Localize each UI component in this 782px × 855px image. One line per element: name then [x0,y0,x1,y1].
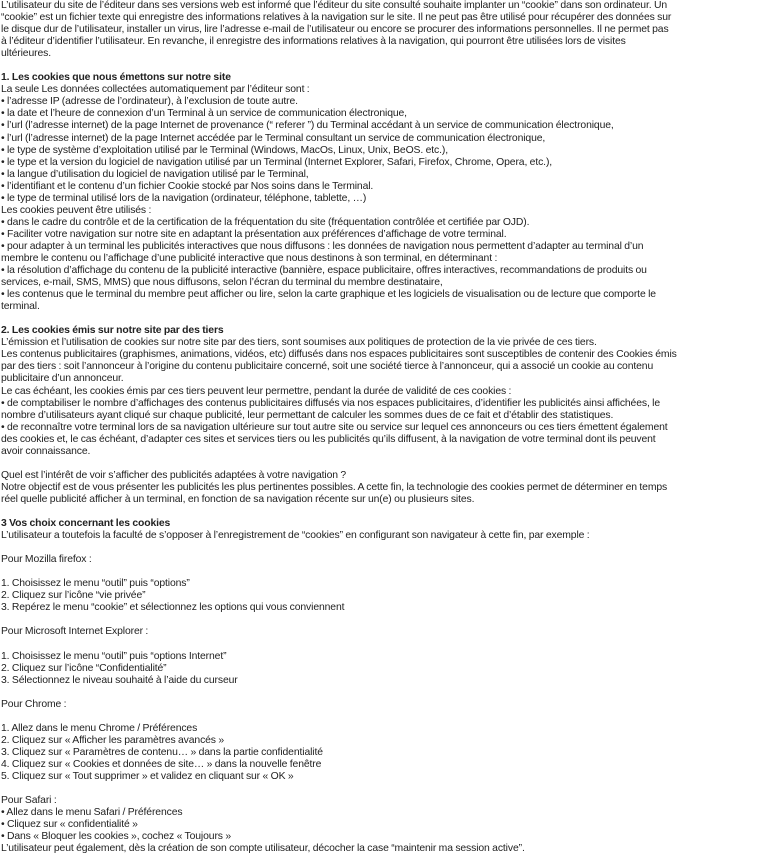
chrome-step: 4. Cliquez sur « Cookies et données de site… » dans la nouvelle fenêtre [1,758,322,770]
safari-step: • Cliquez sur « confidentialité » [1,819,138,831]
intro-paragraph [1,0,780,60]
spacer [1,542,780,554]
chrome-step: 1. Allez dans le menu Chrome / Préférences [1,722,198,734]
section-1-line: • les contenus que le terminal du membre peut afficher ou lire, selon la carte graphique et les logiciels de visualisation ou de lecture que comporte le [1,289,656,301]
intro-line: ultérieures. [1,48,51,60]
intro-line: “cookie” est un fichier texte qui enregistre des informations relatives à la navigation sur le site. Il ne peut pas être utilisé pour récupérer des données sur [1,12,672,24]
section-1-line: • le type de terminal utilisé lors de la navigation (ordinateur, téléphone, tablette, …) [1,192,367,204]
spacer [1,506,780,518]
section-1-line: services, e-mail, SMS, MMS) que nous diffusons, selon l’écran du terminal du membre destinataire, [1,277,443,289]
spacer [1,711,780,723]
chrome-instructions [1,699,780,783]
intro-line: le disque dur de l’utilisateur, installer un virus, lire l’adresse e-mail de l’utilisateur ou encore se procurer des informations personnelles. Il ne permet pas [1,24,669,36]
firefox-instructions [1,554,780,614]
section-2-line: publicitaire d’un annonceur. [1,373,124,385]
spacer [1,60,780,72]
safari-label: Pour Safari : [1,795,57,807]
firefox-label: Pour Mozilla firefox : [1,554,92,566]
section-2-line: avoir connaissance. [1,445,91,457]
section-1-line: La seule Les données collectées automatiquement par l’éditeur sont : [1,84,310,96]
safari-instructions [1,795,780,843]
section-1-line: • Faciliter votre navigation sur notre site en adaptant la présentation aux préférences d’affichage de votre terminal. [1,228,507,240]
section-2 [1,325,780,458]
section-1-line: • pour adapter à un terminal les publicités interactives que nous diffusons : les données de navigation nous permettent d’adapter au terminal d’un [1,240,644,252]
section-3-intro: L’utilisateur a toutefois la faculté de s’opposer à l’enregistrement de “cookies” en configurant son navigateur à cette fin, par exemple : [1,530,590,542]
section-1 [1,72,780,313]
closing-note: L’utilisateur peut également, dès la création de son compte utilisateur, décocher la case “maintenir ma session active”. [1,843,525,855]
section-1-heading: 1. Les cookies que nous émettons sur notre site [1,72,231,84]
intro-line: à l’éditeur d’identifier l’utilisateur. En revanche, il enregistre des informations relatives à la navigation, qui pourront être utilisées lors de visites [1,36,626,48]
section-2-line: Les contenus publicitaires (graphismes, animations, vidéos, etc) diffusés dans nos espaces publicitaires sont susceptibles de contenir des Cookies émis [1,349,677,361]
section-3-heading: 3 Vos choix concernant les cookies [1,518,171,530]
spacer [1,458,780,470]
chrome-step: 5. Cliquez sur « Tout supprimer » et validez en cliquant sur « OK » [1,771,294,782]
section-2-line: nombre d’utilisateurs ayant cliqué sur chaque publicité, leur permettant de calculer les sommes dues de ce fait et d’établir des statistiques. [1,409,614,421]
section-2-heading: 2. Les cookies émis sur notre site par des tiers [1,325,224,337]
ie-instructions [1,626,780,686]
section-1-line: • le type de système d’exploitation utilisé par le Terminal (Windows, MacOs, Linux, Unix, BeOS. etc.), [1,144,448,156]
interest-line: Notre objectif est de vous présenter les publicités les plus pertinentes possibles. A cette fin, la technologie des cookies permet de déterminer en temps [1,481,668,493]
section-2-line: • de comptabiliser le nombre d’affichages des contenus publicitaires diffusés via nos espaces publicitaires, d’identifier les publicités ainsi affichées, le [1,397,661,409]
section-1-line: • l’adresse IP (adresse de l’ordinateur), à l’exclusion de toute autre. [1,96,298,108]
section-1-line: Les cookies peuvent être utilisés : [1,204,152,216]
firefox-step: 3. Repérez le menu “cookie” et sélectionnez les options qui vous conviennent [1,602,345,614]
section-2-line: par des tiers : soit l’annonceur à l’origine du contenu publicitaire concerné, soit une société tierce à l’annonceur, qui a associé un cookie au contenu [1,361,654,373]
intro-line: L’utilisateur du site de l’éditeur dans ses versions web est informé que l’éditeur du site consulté souhaite implanter un “cookie” dans son ordinateur. Un [1,0,667,11]
section-2-line: • de reconnaître votre terminal lors de sa navigation ultérieure sur tout autre site ou service sur lequel ces annonceurs ou ces tiers émettent également [1,421,668,433]
section-1-line: membre le contenu ou l’affichage d’une publicité interactive que nous destinons à son terminal, en déterminant : [1,252,498,264]
firefox-step: 2. Cliquez sur l’icône “vie privée” [1,590,146,602]
interest-section [1,470,780,506]
section-1-line: • dans le cadre du contrôle et de la certification de la fréquentation du site (fréquentation contrôlée et certifiée par OJD). [1,216,530,228]
chrome-step: 2. Cliquez sur « Afficher les paramètres avancés » [1,734,225,746]
chrome-label: Pour Chrome : [1,698,67,710]
section-1-line: • la date et l’heure de connexion d’un Terminal à un service de communication électronique, [1,108,407,120]
section-2-line: L’émission et l’utilisation de cookies sur notre site par des tiers, sont soumises aux politiques de protection de la vie privée de ces tiers. [1,337,597,349]
section-3 [1,518,780,855]
interest-question: Quel est l’intérêt de voir s’afficher des publicités adaptées à votre navigation ? [1,469,347,481]
spacer [1,687,780,699]
section-1-line: • l’url (l’adresse internet) de la page Internet de provenance (“ referer ”) du Terminal accédant à un service de communication électronique, [1,120,614,132]
section-1-line: • le type et la version du logiciel de navigation utilisé par un Terminal (Internet Explorer, Safari, Firefox, Chrome, Opera, etc.), [1,156,553,168]
section-1-line: • l’identifiant et le contenu d’un fichier Cookie stocké par Nos soins dans le Terminal. [1,180,374,192]
spacer [1,638,780,650]
ie-step: 2. Cliquez sur l’icône “Confidentialité” [1,662,167,674]
safari-step: • Dans « Bloquer les cookies », cochez « Toujours » [1,831,231,843]
ie-label: Pour Microsoft Internet Explorer : [1,626,149,638]
spacer [1,566,780,578]
spacer [1,313,780,325]
firefox-step: 1. Choisissez le menu “outil” puis “options” [1,578,190,590]
ie-step: 1. Choisissez le menu “outil” puis “options Internet” [1,650,227,662]
spacer [1,783,780,795]
section-1-line: • la résolution d’affichage du contenu de la publicité interactive (bannière, espace publicitaire, offres interactives, recommandations de produits ou [1,265,647,277]
safari-step: • Allez dans le menu Safari / Préférences [1,807,183,819]
interest-line: réel quelle publicité afficher à un terminal, en fonction de sa navigation récente sur un(e) ou plusieurs sites. [1,493,475,505]
section-1-line: • l’url (l’adresse internet) de la page Internet accédée par le Terminal consultant un service de communication électronique, [1,132,546,144]
section-2-line: Le cas échéant, les cookies émis par ces tiers peuvent leur permettre, pendant la durée de validité de ces cookies : [1,385,512,397]
chrome-step: 3. Cliquez sur « Paramètres de contenu… » dans la partie confidentialité [1,746,323,758]
section-1-line: terminal. [1,301,40,313]
section-1-line: • la langue d’utilisation du logiciel de navigation utilisé par le Terminal, [1,168,309,180]
spacer [1,614,780,626]
ie-step: 3. Sélectionnez le niveau souhaité à l’aide du curseur [1,674,238,686]
section-2-line: des cookies et, le cas échéant, d’adapter ces sites et services tiers ou les publicités qu’ils diffusent, à la navigation de votre terminal dont ils peuvent [1,433,656,445]
